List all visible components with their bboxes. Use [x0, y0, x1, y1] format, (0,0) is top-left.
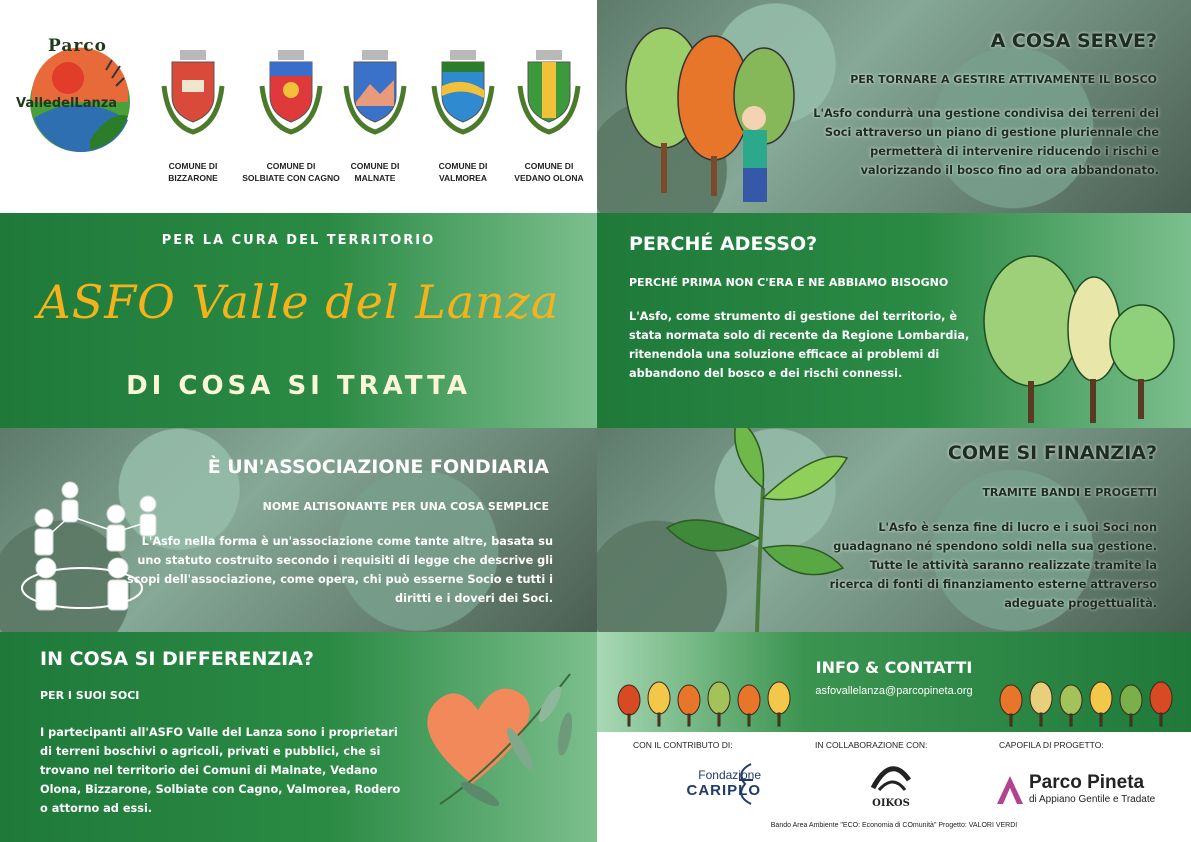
- title-kicker: PER LA CURA DEL TERRITORIO: [161, 233, 436, 248]
- section-subheading: TRAMITE BANDI E PROGETTI: [982, 486, 1157, 499]
- section-body: L'Asfo condurrà una gestione condivisa dei terreni dei Soci attraverso un piano di gestione pluriennale che permetterà di intervenire riducendo i rischi e valorizzando il bosco fino ad ora abbandonato.: [813, 107, 1159, 177]
- commune-label-line2: SOLBIATE CON CAGNO: [242, 173, 340, 183]
- section-heading: PERCHÉ ADESSO?: [629, 233, 818, 255]
- commune-label-line1: COMUNE DI: [350, 161, 400, 171]
- commune-label-line2: BIZZARONE: [168, 173, 218, 183]
- coat-of-arms-icon: [340, 46, 410, 136]
- section-body: L'Asfo nella forma è un'associazione come tante altre, basata su uno statuto costruito secondo i requisiti di legge che descrive gli scopi dell'associazione, come opera, chi può esserne Socio e tutti i diritti e i doveri dei Soci.: [127, 535, 553, 605]
- trees-cluster-icon: [982, 251, 1187, 426]
- commune-label-line2: MALNATE: [354, 173, 396, 183]
- park-logo-top-text: Parco: [48, 36, 107, 56]
- commune-vedano: [494, 46, 597, 184]
- commune-label-line2: VEDANO OLONA: [514, 173, 584, 183]
- park-logo-bottom-text: ValledelLanza: [16, 96, 118, 111]
- pineta-sub: di Appiano Gentile e Tradate: [1029, 794, 1156, 805]
- section-in-cosa-si-differenzia: [0, 632, 597, 842]
- section-perche-adesso: [597, 213, 1191, 428]
- section-subheading: PERCHÉ PRIMA NON C'ERA E NE ABBIAMO BISOGNO: [629, 276, 949, 289]
- coat-of-arms-icon: [428, 46, 498, 136]
- cariplo-mark-icon: [731, 760, 757, 808]
- section-heading: IN COSA SI DIFFERENZIA?: [40, 648, 314, 670]
- cariplo-line1: Fondazione: [698, 768, 761, 782]
- section-come-si-finanzia: [597, 428, 1191, 632]
- sponsors-footer: [597, 732, 1191, 842]
- cariplo-line2: CARIPLO: [686, 782, 761, 799]
- section-subheading: NOME ALTISONANTE PER UNA COSA SEMPLICE: [262, 500, 549, 513]
- section-heading: COME SI FINANZIA?: [947, 442, 1157, 464]
- small-trees-left-icon: [615, 680, 795, 728]
- coat-of-arms-icon: [256, 46, 326, 136]
- oikos-text: OIKOS: [872, 798, 910, 809]
- trees-illustration-icon: [619, 18, 829, 208]
- oikos-logo-icon: [869, 760, 913, 796]
- park-logo: [16, 30, 150, 160]
- collab-label: IN COLLABORAZIONE CON:: [815, 740, 928, 750]
- info-contatti: [597, 632, 1191, 732]
- commune-label-line1: COMUNE DI: [266, 161, 316, 171]
- contrib-label: CON IL CONTRIBUTO DI:: [633, 740, 733, 750]
- commune-label-line1: COMUNE DI: [524, 161, 574, 171]
- section-a-cosa-serve: [597, 0, 1191, 213]
- heart-leaves-icon: [400, 654, 590, 834]
- pineta-logo-icon: [995, 774, 1025, 806]
- pineta-logo: [1029, 772, 1155, 805]
- small-trees-right-icon: [997, 680, 1182, 728]
- section-subheading: PER TORNARE A GESTIRE ATTIVAMENTE IL BOSCO: [850, 73, 1157, 86]
- section-associazione: [0, 428, 597, 632]
- lead-label: CAPOFILA DI PROGETTO:: [999, 740, 1104, 750]
- title-subtitle: DI COSA SI TRATTA: [126, 371, 471, 401]
- contacts-email-link[interactable]: asfovallelanza@parcopineta.org: [815, 685, 973, 697]
- header-logos: [0, 0, 597, 213]
- pineta-name: Parco Pineta: [1029, 772, 1145, 793]
- section-body: L'Asfo, come strumento di gestione del territorio, è stata normata solo di recente da Regione Lombardia, ritenendola una soluzione efficace ai problemi di abbandono del bosco e dei rischi connessi.: [629, 310, 970, 380]
- commune-bizzarone: [138, 46, 248, 184]
- section-heading: A COSA SERVE?: [990, 30, 1157, 52]
- title-main: ASFO Valle del Lanza: [37, 275, 560, 329]
- title-panel: [0, 213, 597, 428]
- footnote: Bando Area Ambiente "ECO: Economia di COmunità" Progetto: VALORI VERDI: [770, 822, 1018, 829]
- commune-label-line2: VALMOREA: [438, 173, 487, 183]
- section-subheading: PER I SUOI SOCI: [40, 689, 140, 702]
- section-heading: È UN'ASSOCIAZIONE FONDIARIA: [207, 456, 549, 478]
- section-body: I partecipanti all'ASFO Valle del Lanza sono i proprietari di terreni boschivi o agricoli, privati e pubblici, che si trovano nel territorio dei Comuni di Malnate, Vedano Olona, Bizzarone, Solbiate con Cagno, Valmorea, Rodero o attorno ad essi.: [40, 726, 401, 815]
- coat-of-arms-icon: [514, 46, 584, 136]
- commune-label-line1: COMUNE DI: [168, 161, 218, 171]
- commune-label-line1: COMUNE DI: [438, 161, 488, 171]
- section-body: L'Asfo è senza fine di lucro e i suoi Soci non guadagnano né spendono soldi nella sua gestione. Tutte le attività saranno realizzate tramite la ricerca di fonti di finanziamento esterne attraverso adeguate progettualità.: [829, 521, 1157, 610]
- contacts-title: INFO & CONTATTI: [815, 658, 973, 677]
- coat-of-arms-icon: [158, 46, 228, 136]
